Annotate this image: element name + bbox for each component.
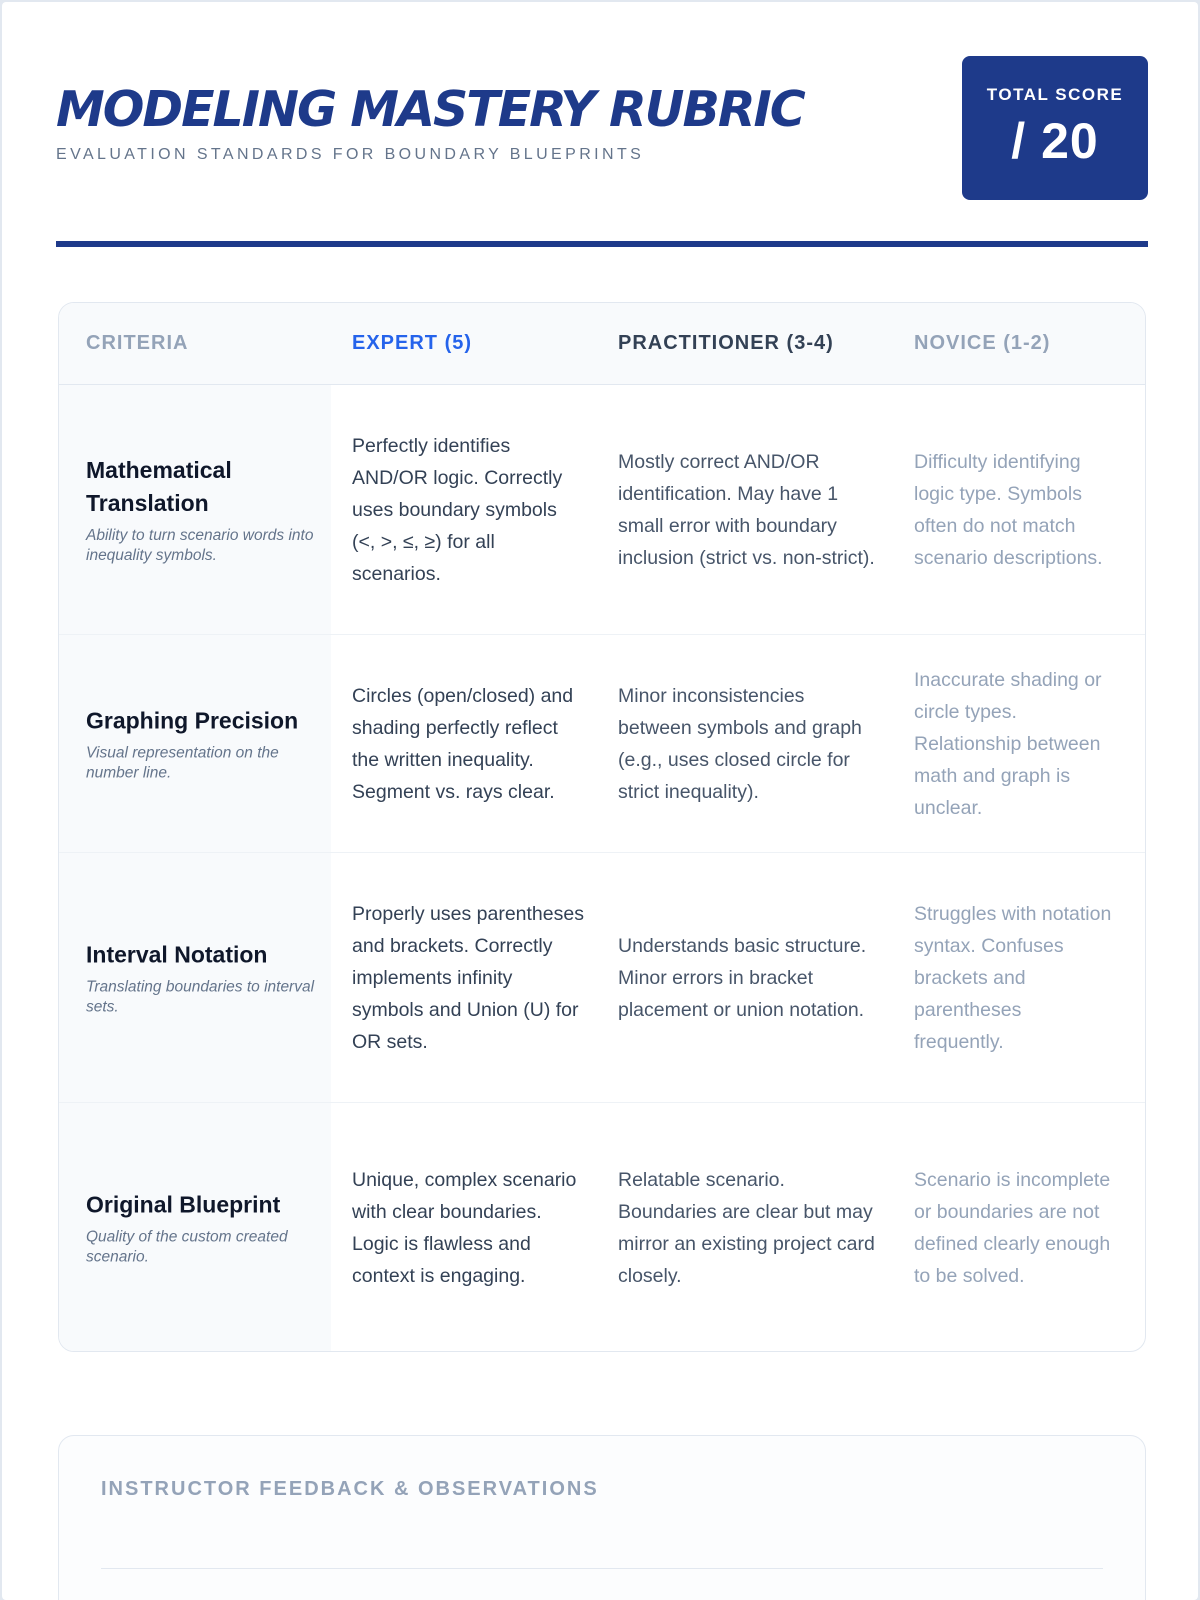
practitioner-cell: Minor inconsistencies between symbols and graph (e.g., uses closed circle for strict inequality). bbox=[618, 684, 862, 803]
criteria-cell bbox=[59, 853, 331, 1102]
expert-cell: Unique, complex scenario with clear boundaries. Logic is flawless and context is engaging. bbox=[352, 1169, 577, 1287]
novice-cell: Difficulty identifying logic type. Symbols often do not match scenario descriptions. bbox=[914, 450, 1103, 569]
total-score-card bbox=[962, 56, 1148, 200]
rubric-row bbox=[59, 635, 1145, 853]
criteria-description: Ability to turn scenario words into inequality symbols. bbox=[86, 526, 314, 564]
rubric-row bbox=[59, 853, 1145, 1103]
total-score-value: / 20 bbox=[1011, 113, 1099, 169]
criteria-title: Original Blueprint bbox=[86, 1191, 281, 1218]
page-title: MODELING MASTERY RUBRIC bbox=[56, 81, 804, 138]
title-block bbox=[56, 82, 804, 164]
column-header-novice: NOVICE (1-2) bbox=[914, 332, 1051, 354]
expert-cell: Perfectly identifies AND/OR logic. Correctly uses boundary symbols (<, >, ≤, ≥) for all scenarios. bbox=[352, 434, 563, 585]
header-divider bbox=[56, 241, 1148, 247]
criteria-cell bbox=[59, 1103, 331, 1352]
total-score-label: TOTAL SCORE bbox=[986, 85, 1124, 104]
criteria-description: Translating boundaries to interval sets. bbox=[86, 978, 315, 1015]
rubric-table bbox=[58, 302, 1146, 1352]
column-header-expert: EXPERT (5) bbox=[352, 332, 473, 354]
criteria-title: Graphing Precision bbox=[86, 707, 299, 733]
rubric-header-row bbox=[59, 303, 1145, 385]
criteria-title: Interval Notation bbox=[86, 941, 268, 967]
novice-cell: Struggles with notation syntax. Confuses brackets and parentheses frequently. bbox=[914, 902, 1112, 1053]
criteria-title: Mathematical Translation bbox=[86, 456, 232, 516]
column-header-criteria: CRITERIA bbox=[86, 332, 189, 354]
column-header-practitioner: PRACTITIONER (3-4) bbox=[618, 332, 834, 354]
expert-cell: Properly uses parentheses and brackets. Correctly implements infinity symbols and Union (U) for OR sets. bbox=[352, 902, 584, 1053]
practitioner-cell: Understands basic structure. Minor errors in bracket placement or union notation. bbox=[618, 934, 867, 1021]
feedback-writing-line[interactable] bbox=[101, 1568, 1103, 1569]
feedback-title: INSTRUCTOR FEEDBACK & OBSERVATIONS bbox=[101, 1478, 599, 1500]
novice-cell: Inaccurate shading or circle types. Relationship between math and graph is unclear. bbox=[914, 668, 1102, 819]
novice-cell: Scenario is incomplete or boundaries are not defined clearly enough to be solved. bbox=[914, 1169, 1111, 1287]
practitioner-cell: Relatable scenario. Boundaries are clear but may mirror an existing project card closely. bbox=[618, 1169, 875, 1287]
rubric-row bbox=[59, 385, 1145, 635]
criteria-description: Visual representation on the number line. bbox=[86, 744, 279, 781]
practitioner-cell: Mostly correct AND/OR identification. May have 1 small error with boundary inclusion (strict vs. non-strict). bbox=[618, 450, 875, 569]
page-header bbox=[56, 56, 1148, 252]
criteria-cell bbox=[59, 385, 331, 634]
expert-cell: Circles (open/closed) and shading perfectly reflect the written inequality. Segment vs. rays clear. bbox=[352, 684, 574, 803]
page-subtitle: EVALUATION STANDARDS FOR BOUNDARY BLUEPRINTS bbox=[56, 146, 645, 163]
criteria-cell bbox=[59, 635, 331, 852]
instructor-feedback-section bbox=[58, 1435, 1146, 1600]
rubric-row bbox=[59, 1103, 1145, 1352]
criteria-description: Quality of the custom created scenario. bbox=[86, 1228, 288, 1266]
rubric-page bbox=[2, 2, 1198, 1600]
